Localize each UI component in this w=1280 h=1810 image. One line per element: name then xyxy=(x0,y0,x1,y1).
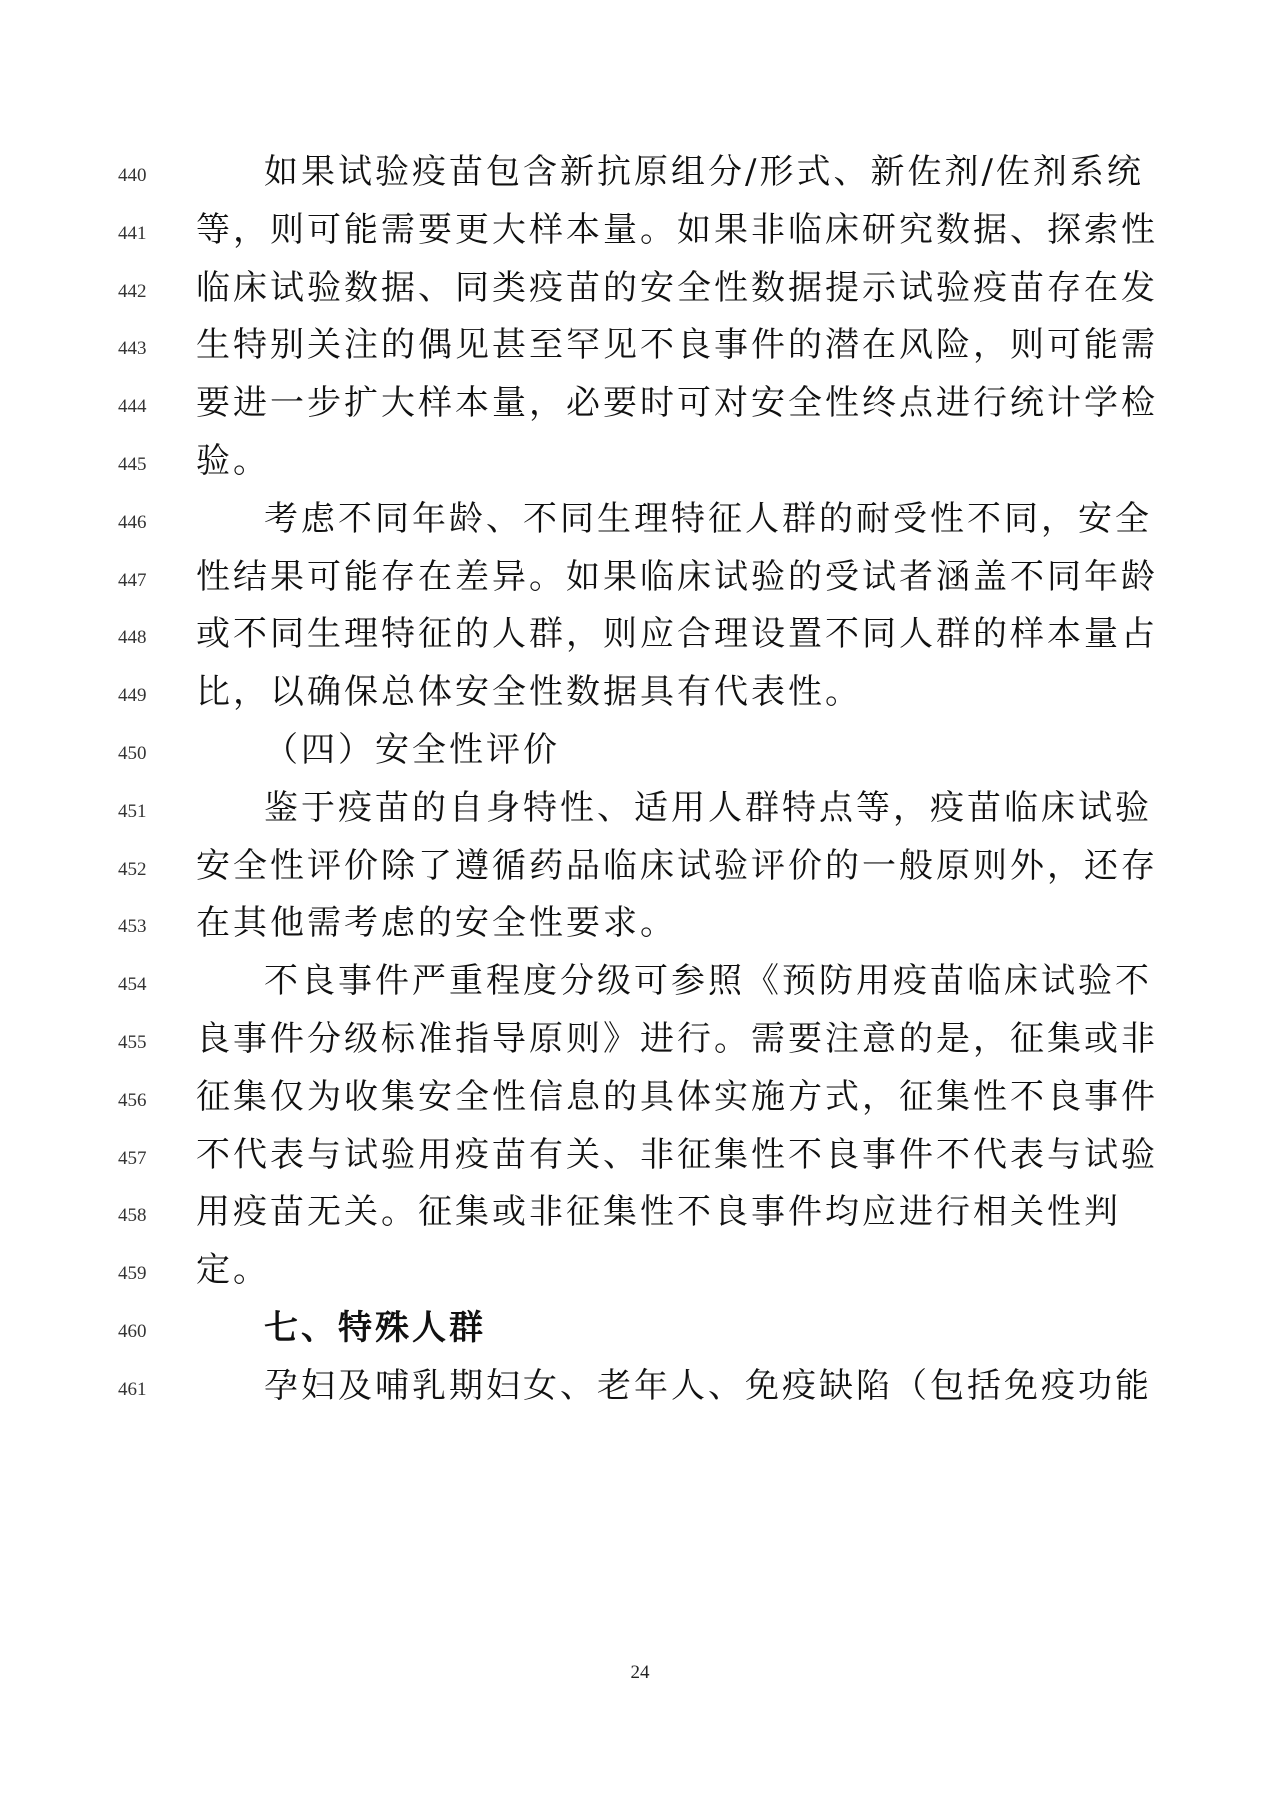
line-number: 446 xyxy=(118,511,147,533)
line-text: 不良事件严重程度分级可参照《预防用疫苗临床试验不 xyxy=(264,961,1152,1002)
section-heading: 七、特殊人群 xyxy=(264,1308,486,1348)
line-text: 验。 xyxy=(196,441,270,481)
line-text: 比，以确保总体安全性数据具有代表性。 xyxy=(196,672,862,713)
line-text: 征集仅为收集安全性信息的具体实施方式，征集性不良事件 xyxy=(196,1076,1158,1117)
line-number: 461 xyxy=(118,1378,147,1400)
line-text: 用疫苗无关。征集或非征集性不良事件均应进行相关性判 xyxy=(196,1192,1121,1233)
line-text: 要进一步扩大样本量，必要时可对安全性终点进行统计学检 xyxy=(196,383,1158,424)
line-number: 455 xyxy=(118,1032,147,1053)
line-number: 448 xyxy=(118,627,147,649)
line-number: 454 xyxy=(118,974,147,996)
line-number: 440 xyxy=(118,165,147,186)
line-text: 不代表与试验用疫苗有关、非征集性不良事件不代表与试验 xyxy=(196,1134,1158,1175)
line-text: 考虑不同年龄、不同生理特征人群的耐受性不同，安全 xyxy=(264,498,1152,539)
line-text: 定。 xyxy=(196,1250,270,1291)
line-text: 安全性评价除了遵循药品临床试验评价的一般原则外，还存 xyxy=(196,845,1158,886)
line-number: 453 xyxy=(118,916,147,938)
line-text: 临床试验数据、同类疫苗的安全性数据提示试验疫苗存在发 xyxy=(196,267,1158,308)
line-number: 443 xyxy=(118,338,147,360)
line-text: 在其他需考虑的安全性要求。 xyxy=(196,903,677,944)
line-number: 458 xyxy=(118,1205,147,1227)
line-number: 441 xyxy=(118,222,147,244)
line-number: 449 xyxy=(118,685,147,707)
subsection-heading: （四）安全性评价 xyxy=(264,730,560,770)
line-number: 447 xyxy=(118,569,147,591)
line-text: 生特别关注的偶见甚至罕见不良事件的潜在风险，则可能需 xyxy=(196,325,1158,366)
line-number: 457 xyxy=(118,1147,147,1169)
line-number: 451 xyxy=(118,800,147,822)
line-number: 444 xyxy=(118,396,147,418)
line-number: 459 xyxy=(118,1263,147,1285)
text-line xyxy=(0,1356,1280,1424)
line-number: 450 xyxy=(118,743,147,764)
line-text: 如果试验疫苗包含新抗原组分/形式、新佐剂/佐剂系统 xyxy=(264,152,1144,192)
line-text: 等，则可能需要更大样本量。如果非临床研究数据、探索性 xyxy=(196,209,1158,250)
page-number: 24 xyxy=(630,1662,650,1683)
line-number: 445 xyxy=(118,454,147,475)
line-number: 452 xyxy=(118,858,147,880)
line-number: 456 xyxy=(118,1089,147,1111)
line-text: 良事件分级标准指导原则》进行。需要注意的是，征集或非 xyxy=(196,1019,1158,1059)
line-text: 性结果可能存在差异。如果临床试验的受试者涵盖不同年龄 xyxy=(196,556,1158,597)
line-number: 460 xyxy=(118,1321,147,1342)
line-text: 孕妇及哺乳期妇女、老年人、免疫缺陷（包括免疫功能 xyxy=(264,1365,1152,1406)
line-number: 442 xyxy=(118,280,147,302)
line-text: 或不同生理特征的人群，则应合理设置不同人群的样本量占 xyxy=(196,614,1158,655)
line-text: 鉴于疫苗的自身特性、适用人群特点等，疫苗临床试验 xyxy=(264,787,1152,828)
